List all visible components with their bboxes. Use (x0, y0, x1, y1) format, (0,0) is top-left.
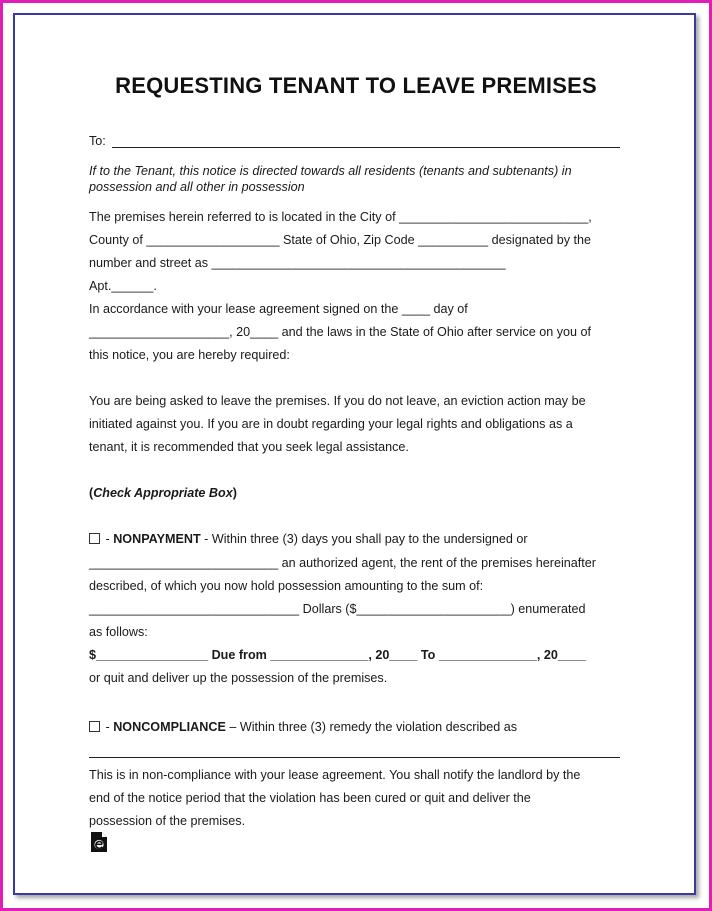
premises-line-4: Apt.______. (89, 279, 157, 293)
premises-line-1: The premises herein referred to is located in the City of ___________________________, (89, 210, 592, 224)
noncompliance-line-1: This is in non-compliance with your lease agreement. You shall notify the landlord by the (89, 768, 581, 782)
nonpayment-dash: - (102, 532, 114, 546)
document-title: REQUESTING TENANT TO LEAVE PREMISES (115, 73, 597, 98)
check-box-heading (89, 485, 237, 501)
to-field-line[interactable] (112, 147, 620, 148)
nonpayment-checkbox[interactable] (89, 533, 100, 544)
warning-line-1: You are being asked to leave the premises. If you do not leave, an eviction action may be (89, 394, 586, 408)
note-line-2: possession and all other in possession (89, 180, 305, 194)
noncompliance-checkbox[interactable] (89, 721, 100, 732)
nonpayment-closing: or quit and deliver up the possession of the premises. (89, 671, 388, 685)
noncompliance-dash: - (102, 720, 114, 734)
nonpayment-option (89, 531, 528, 547)
nonpayment-line-4: as follows: (89, 625, 148, 639)
nonpayment-line-2: described, of which you now hold possession amounting to the sum of: (89, 579, 484, 593)
nonpayment-line-1: ___________________________ an authorized agent, the rent of the premises hereinafter (89, 556, 596, 570)
note-line-1: If to the Tenant, this notice is directed towards all residents (tenants and subtenants) in (89, 164, 572, 178)
heading-close-paren: ) (232, 486, 237, 500)
premises-line-3: number and street as __________________________________________ (89, 256, 506, 270)
heading-open-paren: ( (89, 486, 94, 500)
noncompliance-option (89, 719, 517, 735)
violation-field-line[interactable] (89, 757, 620, 758)
e-document-icon (91, 832, 107, 852)
premises-line-5: In accordance with your lease agreement signed on the ____ day of (89, 302, 468, 316)
noncompliance-label: NONCOMPLIANCE (113, 720, 226, 734)
premises-line-2: County of ___________________ State of Ohio, Zip Code __________ designated by the (89, 233, 592, 247)
heading-label: Check Appropriate Box (93, 486, 233, 500)
nonpayment-label: NONPAYMENT (113, 532, 201, 546)
premises-line-6: ____________________, 20____ and the laws in the State of Ohio after service on you of (89, 325, 592, 339)
premises-line-7: this notice, you are hereby required: (89, 348, 290, 362)
warning-line-2: initiated against you. If you are in doubt regarding your legal rights and obligations as a (89, 417, 573, 431)
warning-line-3: tenant, it is recommended that you seek legal assistance. (89, 440, 409, 454)
nonpayment-line-3: ______________________________ Dollars ($______________________) enumerated (89, 602, 586, 616)
nonpayment-amount-line: $________________ Due from ______________, 20____ To ______________, 20____ (89, 648, 586, 662)
to-label: To: (89, 134, 106, 148)
noncompliance-line-3: possession of the premises. (89, 814, 246, 828)
nonpayment-text: - Within three (3) days you shall pay to the undersigned or (200, 532, 528, 546)
noncompliance-text: – Within three (3) remedy the violation described as (225, 720, 518, 734)
noncompliance-line-2: end of the notice period that the violation has been cured or quit and deliver the (89, 791, 531, 805)
